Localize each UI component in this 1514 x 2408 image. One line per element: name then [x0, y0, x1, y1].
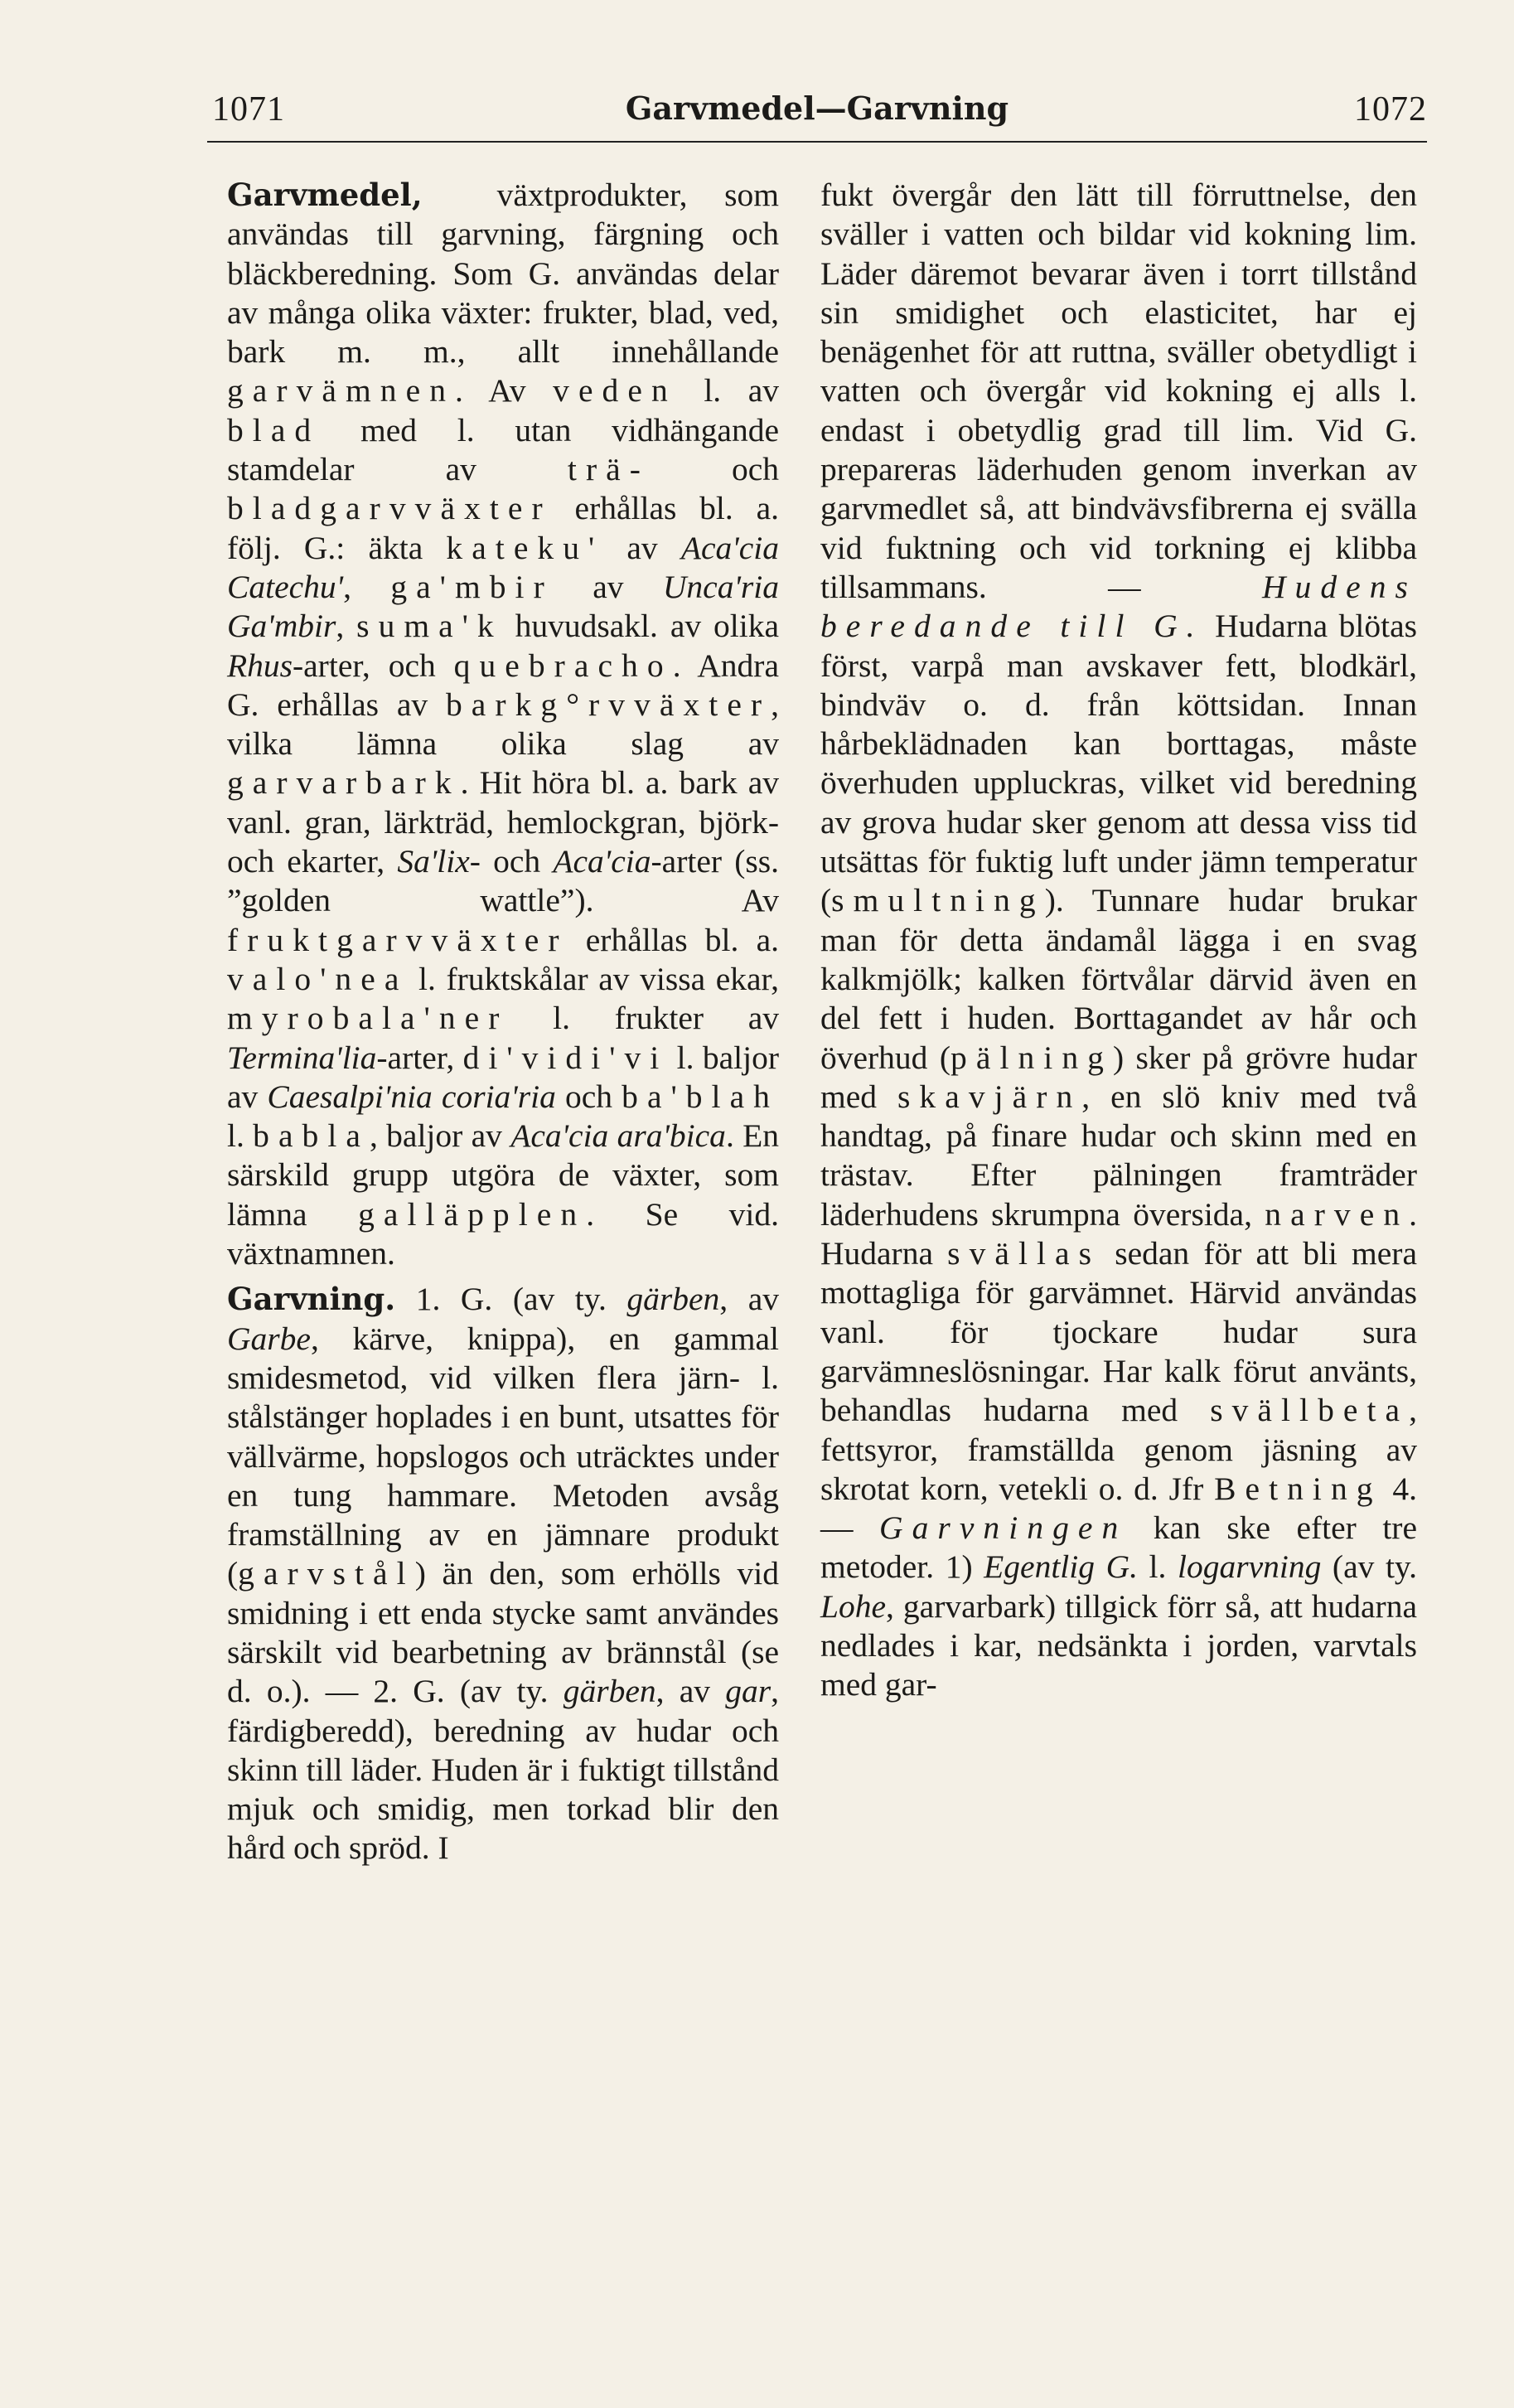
spaced-term: quebracho: [453, 647, 673, 684]
spaced-term: kateku': [446, 529, 604, 566]
text: , fettsyror, framställda genom jäsning av skrotat korn, vetekli o. d. Jfr: [820, 1392, 1417, 1507]
spaced-term: blad: [227, 411, 321, 448]
section-term: Hudens beredande till G.: [820, 568, 1417, 645]
text: -arter,: [376, 1039, 463, 1076]
spaced-term: suma'k: [356, 608, 503, 645]
spaced-term: Betning: [1214, 1470, 1382, 1507]
spaced-term: svällas: [947, 1235, 1101, 1272]
right-column: [820, 176, 1417, 1705]
headword-garvning: Garvning.: [227, 1281, 396, 1318]
left-column: [182, 176, 779, 1868]
spaced-term: ga'mbir: [390, 568, 554, 605]
italic-term: Sa'lix: [397, 843, 470, 880]
text: kan ske efter tre metoder. 1): [820, 1509, 1417, 1586]
text: , av: [655, 1673, 726, 1710]
text: erhållas bl. a.: [568, 921, 779, 958]
text: och: [555, 1078, 622, 1115]
spaced-term: pälning: [950, 1039, 1113, 1076]
text: , kärve, knippa), en gammal smidesmetod, vid vilken flera järn- l. stålstänger hoplades i en bunt, utsattes för vällvärme, hopslogos och uträcktes under en tung hammare. Metoden avsåg framställning av en jämnare produkt (: [227, 1320, 779, 1592]
text: . Hit höra bl. a. bark av vanl. gran, lärkträd, hemlockgran, björk- och ekarter,: [227, 764, 779, 880]
text: ) än den, som erhölls vid smidning i ett enda stycke samt användes särskilt vid bearbetning av brännstål (se d. o.). — 2. G. (av ty.: [227, 1555, 779, 1710]
right-page-number: 1072: [1354, 90, 1427, 128]
spaced-term: narven: [1265, 1195, 1410, 1233]
text: , av: [719, 1281, 779, 1318]
text: -arter, och: [293, 647, 454, 684]
spaced-term: garvämnen: [227, 372, 456, 409]
spaced-term: garvarbark: [227, 764, 461, 802]
italic-term: Aca'cia: [553, 843, 651, 880]
spaced-term: trä: [567, 451, 630, 488]
text: l.: [1137, 1548, 1178, 1586]
spaced-term: myrobala'ner: [227, 1000, 509, 1037]
spaced-term: veden: [553, 372, 677, 409]
italic-term: Termina'lia: [227, 1039, 377, 1076]
text: l. baljor av: [227, 1039, 779, 1115]
text: av: [553, 568, 663, 605]
italic-term: Lohe: [820, 1587, 886, 1625]
text: , garvarbark) tillgick förr så, att hudarna nedlades i kar, nedsänkta i jorden, varvtals med gar-: [820, 1587, 1417, 1703]
italic-term: Rhus: [227, 647, 293, 684]
text: fukt övergår den lätt till förruttnelse, den sväller i vatten och bildar vid kokning lim. Läder däremot bevarar även i torrt tillstånd sin smidighet och elasticitet, har ej benägenhet för att ruttna, sväller obetydligt i vatten och övergår vid kokning ej alls l. endast i obetydlig grad till lim. Vid G. prepareras läderhuden genom inverkan av garvmedlet så, att bindvävsfibrerna ej svälla vid fuktning och vid torkning ej klibba tillsammans. —: [820, 177, 1417, 605]
spaced-term: smultning: [831, 882, 1045, 919]
text: l. frukter av: [508, 1000, 779, 1037]
running-title: Garvmedel—Garvning: [625, 90, 1009, 127]
italic-term: logarvning: [1178, 1548, 1322, 1586]
text: , färdigberedd), beredning av hudar och skinn till läder. Huden är i fuktigt tillstånd mjuk och smidig, men torkad blir den hård och spröd. I: [227, 1673, 779, 1867]
spaced-term: svällbeta: [1210, 1392, 1410, 1429]
spaced-term: galläpplen: [358, 1195, 587, 1233]
text: . Se vid. växtnamnen.: [227, 1195, 779, 1272]
text: . Av: [455, 372, 554, 409]
headword-garvmedel: Garvmedel,: [227, 177, 423, 213]
text: Hudarna blötas först, varpå man avskaver fett, blodkärl, bindväv o. d. från köttsidan. Innan hårbeklädnaden kan borttagas, måste överhuden uppluckras, vilket vid beredning av grova hudar sker genom att dessa viss tid utsättas för fuktig luft under jämn temperatur (: [820, 608, 1417, 919]
spaced-term: valo'nea: [227, 960, 409, 997]
text: . Andra G. erhållas av: [227, 647, 779, 723]
text: (av ty.: [1321, 1548, 1417, 1586]
spaced-term: fruktgarvväxter: [227, 921, 568, 958]
spaced-term: babla: [253, 1117, 370, 1155]
text: ,: [343, 568, 391, 605]
spaced-term: garvstål: [238, 1555, 415, 1592]
entry-garvmedel: [182, 176, 779, 1273]
running-header: [207, 83, 1427, 143]
italic-term: Aca'cia ara'bica: [510, 1117, 726, 1155]
text: av: [603, 529, 681, 566]
text: ) sker på grövre hudar med: [820, 1039, 1417, 1115]
italic-term: gärben: [626, 1281, 720, 1318]
text: . Hudarna: [820, 1195, 1417, 1272]
text: , baljor av: [370, 1117, 511, 1155]
spaced-term: barkg°rvväxter: [445, 686, 772, 723]
text: , en slö kniv med två handtag, på finare hudar och skinn med en trästav. Efter pälningen framträder läderhudens skrumpna översida,: [820, 1078, 1417, 1233]
text: erhållas bl. a. följ. G.: äkta: [227, 490, 779, 566]
text: -arter (ss. ”golden wattle”). Av: [227, 843, 779, 919]
italic-term: Unca'ria Ga'mbir: [227, 568, 779, 645]
text: växtprodukter, som användas till garvning, färgning och bläckberedning. Som G. användas delar av många olika växter: frukter, blad, ved, bark m. m., allt innehållande: [227, 177, 779, 371]
text: sedan för att bli mera mottagliga för garvämnet. Härvid användas vanl. för tjockare hudar sura garvämneslösningar. Har kalk förut använts, behandlas hudarna med: [820, 1235, 1417, 1429]
text: . En särskild grupp utgöra de växter, som lämna: [227, 1117, 779, 1233]
text: ). Tunnare hudar brukar man för detta ändamål lägga i en svag kalkmjölk; kalken förtvålar därvid även en del fett i huden. Borttagandet av hår och överhud (: [820, 882, 1417, 1076]
text: 1. G. (av ty.: [395, 1281, 627, 1318]
spaced-term: ba'blah: [622, 1078, 779, 1115]
spaced-term: skavjärn: [897, 1078, 1082, 1115]
text: huvudsakl. av olika: [502, 608, 779, 645]
left-page-number: 1071: [212, 90, 285, 128]
text: l.: [227, 1117, 254, 1155]
italic-term: gar: [725, 1673, 772, 1710]
text: - och: [469, 843, 554, 880]
italic-term: Caesalpi'nia coria'ria: [267, 1078, 556, 1115]
spaced-term: bladgarvväxter: [227, 490, 552, 527]
spaced-term: di'vidi'vi: [462, 1039, 669, 1076]
text: , vilka lämna olika slag av: [227, 686, 779, 763]
text: - och: [629, 451, 779, 488]
italic-term: Aca'cia Catechu': [227, 529, 779, 605]
italic-term: Garbe: [227, 1320, 311, 1357]
entry-garvning: [182, 1280, 779, 1868]
text: ,: [336, 608, 357, 645]
text: med l. utan vidhängande stamdelar av: [227, 411, 779, 488]
text: l. av: [676, 372, 779, 409]
section-term: Garvningen: [879, 1509, 1128, 1547]
text: 4. —: [820, 1470, 1418, 1547]
entry-garvning-continued: [820, 176, 1417, 1705]
italic-term: Egentlig G.: [984, 1548, 1138, 1586]
text: l. fruktskålar av vissa ekar,: [408, 960, 779, 997]
italic-term: gärben: [563, 1673, 656, 1710]
